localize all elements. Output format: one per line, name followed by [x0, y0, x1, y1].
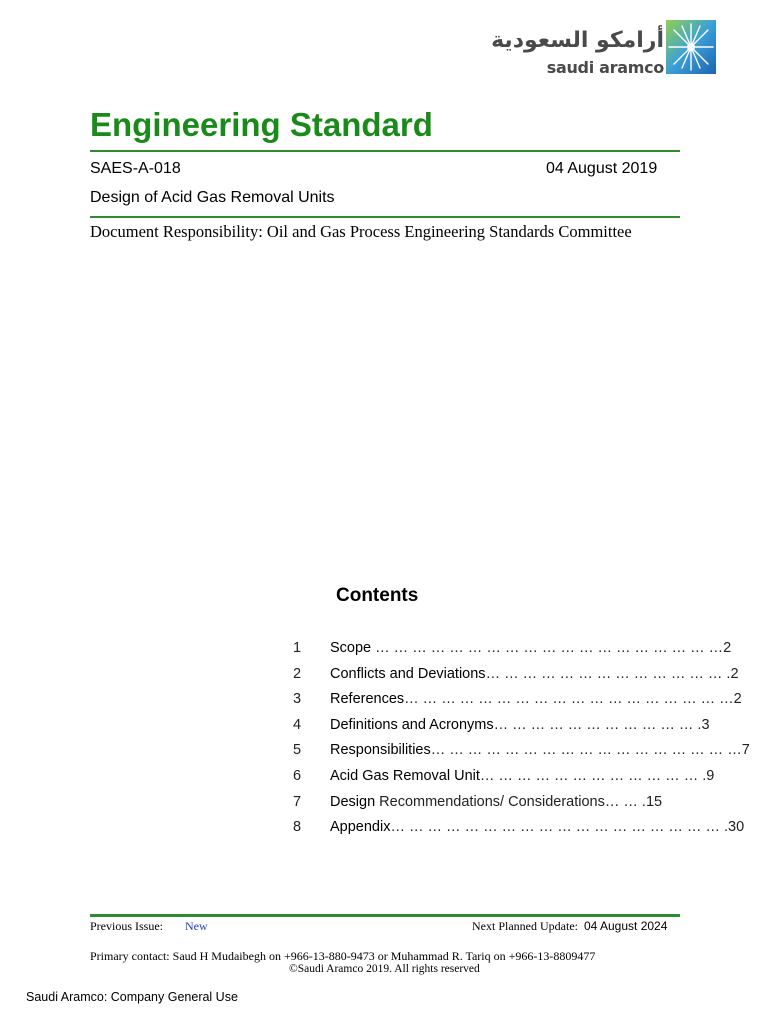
toc-label: Conflicts and Deviations… … … … … … … … … … … … … .2 — [330, 665, 739, 682]
logo-arabic-text: أرامكو السعودية — [491, 28, 664, 53]
toc-item[interactable] — [293, 640, 732, 666]
table-of-contents — [293, 640, 750, 845]
toc-number: 3 — [293, 691, 302, 708]
next-update-value: 04 August 2024 — [583, 919, 668, 933]
toc-label: Responsibilities… … … … … … … … … … … … … … … … …7 — [330, 742, 750, 759]
toc-item[interactable] — [293, 819, 745, 845]
classification-label: Saudi Aramco: Company General Use — [26, 990, 238, 1004]
header-rule-bottom — [90, 216, 680, 218]
previous-issue-label: Previous Issue: — [90, 919, 163, 933]
standard-date: 04 August 2019 — [546, 160, 658, 177]
toc-number: 8 — [293, 819, 302, 836]
footer-rule — [90, 914, 680, 917]
toc-item[interactable] — [293, 665, 739, 692]
next-planned-update — [472, 919, 667, 934]
document-title: Design of Acid Gas Removal Units — [90, 189, 335, 206]
contents-heading: Contents — [336, 585, 419, 606]
toc-item[interactable] — [293, 742, 750, 768]
page-title: Engineering Standard — [90, 106, 433, 143]
standard-id: SAES-A-018 — [90, 160, 181, 177]
toc-item[interactable] — [293, 716, 710, 743]
primary-contact: Primary contact: Saud H Mudaibegh on +966-13-880-9473 or Muhammad R. Tariq on +966-13-8809477 — [90, 949, 596, 963]
toc-label: References… … … … … … … … … … … … … … … … … …2 — [330, 691, 742, 708]
toc-label: Appendix… … … … … … … … … … … … … … … … … … .30 — [330, 819, 745, 836]
copyright: ©Saudi Aramco 2019. All rights reserved — [289, 963, 480, 975]
toc-label: Scope … … … … … … … … … … … … … … … … … … …2 — [330, 640, 732, 656]
toc-number: 6 — [293, 767, 302, 784]
toc-label: Acid Gas Removal Unit… … … … … … … … … … … … .9 — [330, 767, 715, 784]
toc-number: 4 — [293, 716, 302, 733]
toc-item[interactable] — [293, 767, 715, 794]
document-responsibility: Document Responsibility: Oil and Gas Process Engineering Standards Committee — [90, 222, 632, 241]
next-update-label: Next Planned Update: — [472, 919, 578, 933]
previous-issue-value: New — [185, 919, 208, 933]
toc-number: 1 — [293, 640, 302, 656]
logo-latin-text: saudi aramco — [546, 58, 664, 77]
toc-number: 5 — [293, 742, 302, 759]
toc-label: Design Recommendations/ Considerations… … .15 — [330, 793, 663, 810]
toc-label: Definitions and Acronyms… … … … … … … … … … … .3 — [330, 716, 710, 733]
aramco-star-icon — [666, 20, 716, 74]
toc-item[interactable] — [293, 794, 673, 820]
toc-number: 2 — [293, 665, 302, 682]
saudi-aramco-logo — [491, 18, 720, 80]
header-rule — [90, 150, 680, 152]
toc-number: 7 — [293, 793, 302, 810]
toc-item[interactable] — [293, 691, 742, 717]
